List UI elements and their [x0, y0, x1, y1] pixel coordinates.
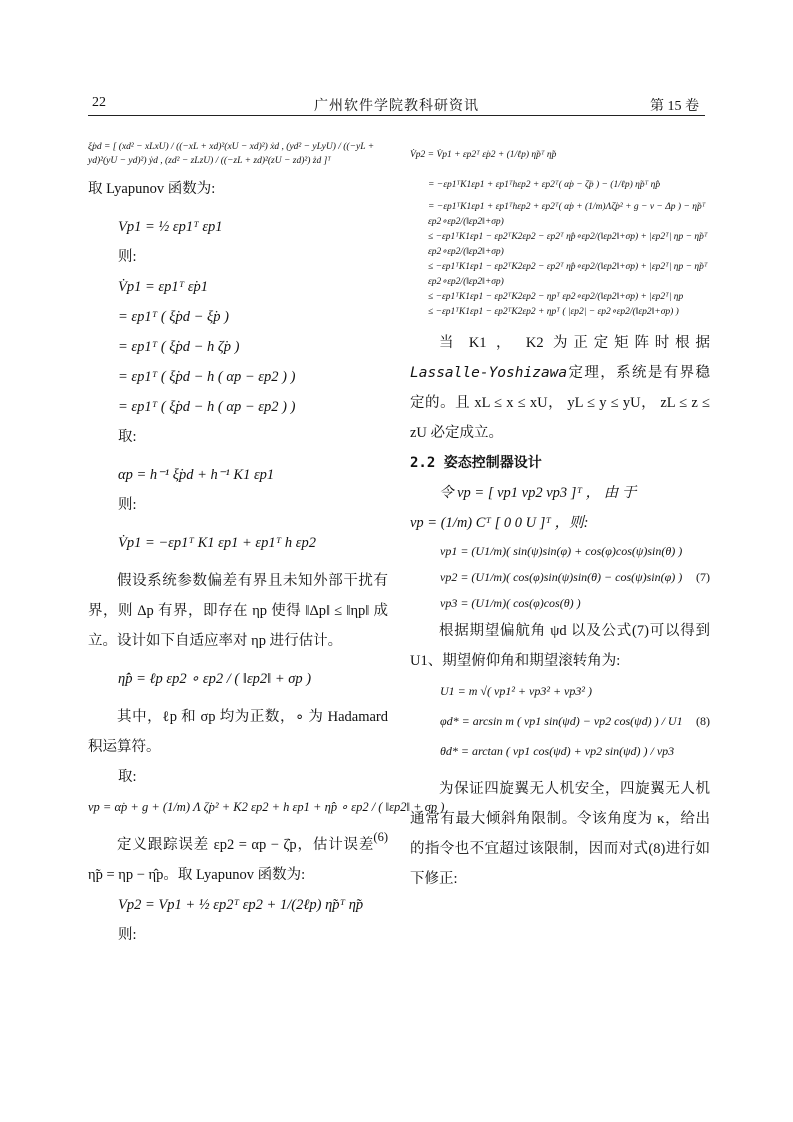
vp3-component: vp3 = (U1/m)( cos(φ)cos(θ) ) — [440, 596, 581, 610]
then-label-3: 则: — [118, 927, 137, 943]
take-label-1: 取: — [118, 429, 137, 445]
alpha-equation: αp = h⁻¹ ξ̇pd + h⁻¹ K1 εp1 — [118, 467, 275, 483]
xi-pd-equation: ξ̇pd = [ (xd² − xLxU) / ((−xL + xd)²(xU − xd)²) ẋd , (yd² − yLyU) / ((−yL + yd)²(yU − yd)²) ẏd , (zd² − zLzU) / ((−zL + zd)²(zU − zd)²) żd ]ᵀ — [88, 142, 375, 166]
vp2-definition: Vp2 = Vp1 + ½ εp2ᵀ εp2 + 1/(2ℓp) η̃pᵀ η̃p — [118, 897, 364, 913]
stability-theorem-name: Lassalle-Yoshizawa — [410, 365, 568, 381]
section-heading: 2.2 姿态控制器设计 — [410, 455, 542, 471]
vp1-derivative-1: V̇p1 = εp1ᵀ ε̇p1 — [118, 279, 209, 295]
take-label-2: 取: — [118, 769, 137, 785]
stability-text-c: 定理，系统是有界稳定的。且 xL ≤ x ≤ xU， yL ≤ y ≤ yU， zL ≤ z ≤ zU 必定成立。 — [410, 365, 710, 441]
vp-relation: vp = (1/m) Cᵀ [ 0 0 U ]ᵀ ，则: — [410, 515, 589, 531]
page-header — [88, 93, 705, 116]
control-law — [88, 792, 445, 844]
paragraph-stability — [410, 328, 710, 448]
paragraph-disturbance: 假设系统参数偏差有界且未知外部干扰有界，则 Δp 有界，即存在 ηp 使得 ‖Δp‖ ≤ ‖ηp‖ 成立。设计如下自适应率对 ηp 进行估计。 — [88, 573, 388, 649]
phi-d-body: φd* = arcsin m ( vp1 sin(ψd) − vp2 cos(ψd) ) / U1 — [440, 714, 683, 728]
vp1-component: vp1 = (U1/m)( sin(ψ)sin(φ) + cos(φ)cos(ψ)sin(θ) ) — [440, 544, 683, 558]
vp1-derivative-4: = εp1ᵀ ( ξ̇pd − h ( αp − εp2 ) ) — [118, 369, 296, 385]
vp1-derivative-3: = εp1ᵀ ( ξ̇pd − h ζ̇p ) — [118, 339, 240, 355]
vp-components — [410, 538, 710, 616]
vp2-component — [440, 564, 710, 590]
equation-number-7: (7) — [696, 570, 710, 584]
paragraph-let: 令 vp = [ vp1 vp2 vp3 ]ᵀ ， 由 于 — [439, 485, 637, 501]
paragraph-tilt-limit: 为保证四旋翼无人机安全，四旋翼无人机通常有最大倾斜角限制。令该角度为 κ，给出的指令也不宜超过该限制，因而对式(8)进行如下修正: — [410, 781, 710, 887]
vp2-derivative-line-6: ≤ −εp1ᵀK1εp1 − εp2ᵀK2εp2 − ηpᵀ εp2∘εp2/(‖εp2‖+σp) + |εp2ᵀ| ηp — [428, 292, 684, 302]
adaptive-law: η̂̇p = ℓp εp2 ∘ εp2 / ( ‖εp2‖ + σp ) — [118, 671, 312, 687]
page-number: 22 — [92, 95, 106, 110]
paragraph-hadamard: 其中，ℓp 和 σp 均为正数，∘ 为 Hadamard 积运算符。 — [88, 709, 388, 755]
vp2-derivative-block — [410, 140, 710, 320]
then-label-2: 则: — [118, 497, 137, 513]
vp1-definition: Vp1 = ½ εp1ᵀ εp1 — [118, 219, 223, 235]
stability-text-a: 当 K1 ， K2 为正定矩阵时根据 — [439, 335, 710, 351]
vp2-derivative-line-4: ≤ −εp1ᵀK1εp1 − εp2ᵀK2εp2 − εp2ᵀ η̂p∘εp2/(‖εp2‖+σp) + |εp2ᵀ| ηp − η̃pᵀ εp2∘εp2/(‖εp2‖+σp) — [428, 232, 708, 257]
theta-d-equation: θd* = arctan ( vp1 cos(ψd) + vp2 sin(ψd) ) / vp3 — [440, 744, 675, 758]
equation-number-6: (6) — [373, 830, 388, 844]
then-label-1: 则: — [118, 249, 137, 265]
paragraph-tracking-error: 定义跟踪误差 εp2 = αp − ζ̇p，估计误差 η̃p = ηp − η̂p。取 Lyapunov 函数为: — [88, 837, 374, 883]
left-column — [88, 140, 445, 950]
vp2-derivative-line-3: = −εp1ᵀK1εp1 + εp1ᵀhεp2 + εp2ᵀ( α̇p + (1/m)Λζ̇p² + g − v − Δp ) − η̃pᵀ εp2∘εp2/(‖εp2‖+σp) — [428, 202, 706, 227]
vp1-derivative-2: = εp1ᵀ ( ξ̇pd − ξ̇p ) — [118, 309, 229, 325]
vp2-derivative-line-5: ≤ −εp1ᵀK1εp1 − εp2ᵀK2εp2 − εp2ᵀ η̂p∘εp2/(‖εp2‖+σp) + |εp2ᵀ| ηp − η̃pᵀ εp2∘εp2/(‖εp2‖+σp) — [428, 262, 708, 287]
vp2-derivative-line-7: ≤ −εp1ᵀK1εp1 − εp2ᵀK2εp2 + ηpᵀ ( |εp2| − εp2∘εp2/(‖εp2‖+σp) ) — [428, 307, 679, 317]
attitude-commands — [410, 676, 710, 766]
control-law-body: vp = α̇p + g + (1/m) Λ ζ̇p² + K2 εp2 + h εp1 + η̂p ∘ εp2 / ( ‖εp2‖ + σp ) — [88, 800, 445, 814]
lyapunov-intro: 取 Lyapunov 函数为: — [88, 181, 216, 197]
right-column — [410, 140, 710, 894]
volume-label: 第 15 卷 — [650, 99, 699, 114]
equation-number-8: (8) — [696, 714, 710, 728]
vp2-component-body: vp2 = (U1/m)( cos(φ)sin(ψ)sin(θ) − cos(ψ)sin(φ) ) — [440, 570, 683, 584]
vp2-derivative-line-1: V̇p2 = V̇p1 + εp2ᵀ ε̇p2 + (1/ℓp) η̃pᵀ η̃̇p — [410, 150, 557, 160]
vp1-result: V̇p1 = −εp1ᵀ K1 εp1 + εp1ᵀ h εp2 — [118, 535, 316, 551]
u1-equation: U1 = m √( vp1² + vp3² + vp3² ) — [440, 684, 592, 698]
journal-title: 广州软件学院教科研资讯 — [314, 99, 479, 114]
paragraph-yaw: 根据期望偏航角 ψd 以及公式(7)可以得到 U1、期望俯仰角和期望滚转角为: — [410, 623, 710, 669]
vp1-derivative-5: = εp1ᵀ ( ξ̇pd − h ( αp − εp2 ) ) — [118, 399, 296, 415]
phi-d-equation — [440, 706, 710, 736]
vp2-derivative-line-2: = −εp1ᵀK1εp1 + εp1ᵀhεp2 + εp2ᵀ( α̇p − ζ̈p ) − (1/ℓp) η̃pᵀ η̂̇p — [428, 180, 661, 190]
